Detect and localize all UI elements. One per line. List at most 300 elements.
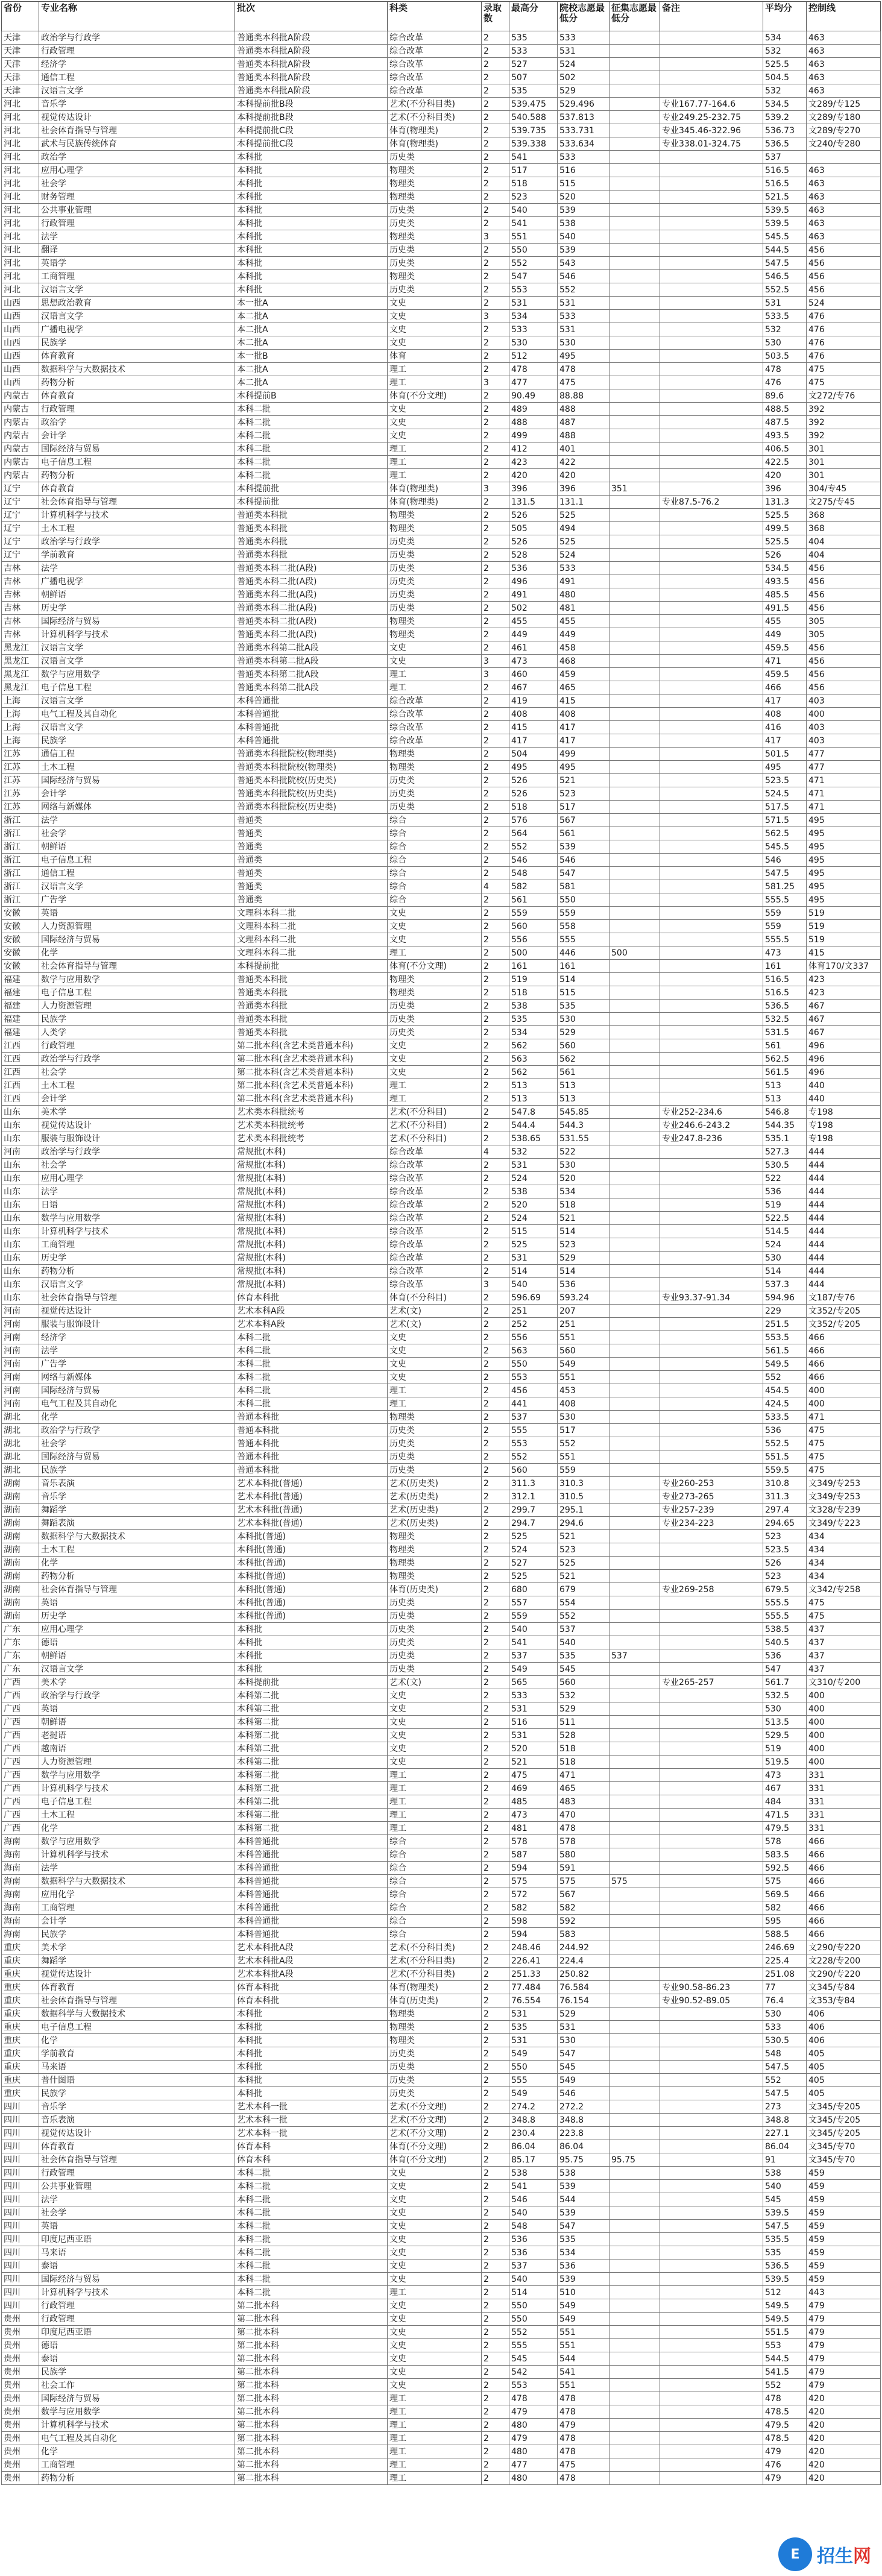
cell-min-score: 562 — [558, 1053, 610, 1066]
cell-min-score: 551 — [558, 2326, 610, 2339]
cell-control-line: 400 — [807, 1729, 881, 1742]
cell-remark — [660, 2193, 763, 2206]
cell-collect-min-score — [610, 1663, 660, 1676]
cell-major: 人力资源管理 — [39, 1000, 235, 1013]
cell-average: 416 — [763, 721, 807, 734]
cell-admitted-count: 2 — [482, 1053, 509, 1066]
cell-control-line: 420 — [807, 2445, 881, 2458]
cell-min-score: 272.2 — [558, 2100, 610, 2114]
cell-admitted-count: 3 — [482, 310, 509, 323]
cell-category: 历史类 — [388, 2061, 482, 2074]
cell-admitted-count: 2 — [482, 2153, 509, 2167]
cell-admitted-count: 4 — [482, 880, 509, 893]
cell-remark — [660, 2260, 763, 2273]
cell-batch: 普通本科批 — [235, 1411, 388, 1424]
cell-min-score: 417 — [558, 721, 610, 734]
cell-batch: 本科普通批 — [235, 708, 388, 721]
cell-max-score: 594 — [509, 1862, 558, 1875]
cell-admitted-count: 2 — [482, 1583, 509, 1596]
cell-major: 越南语 — [39, 1742, 235, 1756]
cell-average: 493.5 — [763, 575, 807, 588]
cell-min-score: 481 — [558, 602, 610, 615]
cell-batch: 本科批 — [235, 164, 388, 177]
header-row — [2, 2, 881, 31]
cell-control-line: 459 — [807, 2193, 881, 2206]
cell-province: 山东 — [2, 1278, 39, 1291]
cell-max-score: 488 — [509, 416, 558, 429]
cell-major: 音乐学 — [39, 1490, 235, 1504]
cell-control-line: 477 — [807, 761, 881, 774]
cell-batch: 常规批(本科) — [235, 1212, 388, 1225]
cell-remark — [660, 721, 763, 734]
cell-category: 历史类 — [388, 283, 482, 297]
table-row — [2, 1026, 881, 1039]
cell-max-score: 504 — [509, 748, 558, 761]
cell-min-score: 533.731 — [558, 124, 610, 137]
header-max-score: 最高分 — [509, 2, 558, 31]
cell-min-score: 561 — [558, 1066, 610, 1079]
table-row — [2, 602, 881, 615]
cell-min-score: 591 — [558, 1862, 610, 1875]
table-row — [2, 469, 881, 482]
cell-major: 法学 — [39, 814, 235, 827]
cell-major: 国际经济与贸易 — [39, 2273, 235, 2286]
cell-category: 艺术(历史类) — [388, 1517, 482, 1530]
cell-min-score: 533 — [558, 31, 610, 45]
cell-average: 538 — [763, 2167, 807, 2180]
cell-admitted-count: 2 — [482, 1530, 509, 1543]
cell-remark — [660, 429, 763, 442]
cell-province: 河南 — [2, 1358, 39, 1371]
cell-major: 日语 — [39, 1198, 235, 1212]
cell-category: 艺术(历史类) — [388, 1490, 482, 1504]
cell-province: 广东 — [2, 1663, 39, 1676]
cell-collect-min-score — [610, 1265, 660, 1278]
cell-admitted-count: 2 — [482, 575, 509, 588]
cell-average: 525.5 — [763, 58, 807, 71]
cell-admitted-count: 2 — [482, 1106, 509, 1119]
cell-category: 物理类 — [388, 270, 482, 283]
cell-max-score: 549 — [509, 1663, 558, 1676]
cell-max-score: 549 — [509, 2047, 558, 2061]
cell-major: 电子信息工程 — [39, 681, 235, 694]
cell-major: 化学 — [39, 946, 235, 960]
cell-min-score: 540 — [558, 1636, 610, 1649]
table-body — [2, 31, 881, 2485]
cell-major: 汉语言文学 — [39, 694, 235, 708]
cell-collect-min-score — [610, 1384, 660, 1397]
cell-batch: 艺术本科一批 — [235, 2114, 388, 2127]
cell-category: 综合改革 — [388, 1278, 482, 1291]
cell-remark — [660, 2167, 763, 2180]
table-row — [2, 2074, 881, 2087]
table-row — [2, 1517, 881, 1530]
cell-batch: 本科第二批 — [235, 1702, 388, 1716]
cell-average: 493.5 — [763, 429, 807, 442]
cell-min-score: 544 — [558, 2352, 610, 2366]
cell-category: 综合 — [388, 1835, 482, 1848]
cell-average: 537 — [763, 151, 807, 164]
cell-category: 理工 — [388, 668, 482, 681]
table-row — [2, 628, 881, 641]
cell-category: 文史 — [388, 2246, 482, 2260]
cell-collect-min-score — [610, 2472, 660, 2485]
cell-collect-min-score — [610, 827, 660, 840]
cell-category: 综合 — [388, 1901, 482, 1915]
cell-control-line: 466 — [807, 1928, 881, 1941]
cell-min-score: 420 — [558, 469, 610, 482]
cell-collect-min-score — [610, 1437, 660, 1450]
cell-province: 吉林 — [2, 628, 39, 641]
cell-average: 536.5 — [763, 2260, 807, 2273]
cell-max-score: 563 — [509, 1053, 558, 1066]
cell-collect-min-score — [610, 1835, 660, 1848]
header-control-line: 控制线 — [807, 2, 881, 31]
cell-control-line: 456 — [807, 588, 881, 602]
table-row — [2, 960, 881, 973]
cell-max-score: 514 — [509, 2286, 558, 2299]
cell-min-score: 525 — [558, 535, 610, 549]
cell-control-line: 文272/专76 — [807, 389, 881, 403]
cell-control-line: 466 — [807, 1331, 881, 1344]
cell-min-score: 539 — [558, 2206, 610, 2220]
cell-batch: 本科二批 — [235, 2167, 388, 2180]
cell-province: 河南 — [2, 1318, 39, 1331]
cell-admitted-count: 2 — [482, 1371, 509, 1384]
cell-admitted-count: 2 — [482, 2326, 509, 2339]
cell-remark — [660, 986, 763, 1000]
cell-control-line: 463 — [807, 230, 881, 244]
cell-province: 安徽 — [2, 946, 39, 960]
cell-control-line: 466 — [807, 1835, 881, 1848]
cell-average: 420 — [763, 469, 807, 482]
cell-province: 山东 — [2, 1132, 39, 1145]
table-row — [2, 1941, 881, 1954]
cell-category: 综合改革 — [388, 694, 482, 708]
cell-category: 历史类 — [388, 2047, 482, 2061]
cell-average: 519.5 — [763, 1756, 807, 1769]
table-row — [2, 1331, 881, 1344]
cell-batch: 本科第二批 — [235, 1742, 388, 1756]
cell-control-line: 368 — [807, 522, 881, 535]
cell-collect-min-score — [610, 1026, 660, 1039]
cell-collect-min-score — [610, 230, 660, 244]
cell-admitted-count: 2 — [482, 509, 509, 522]
cell-average: 519 — [763, 1742, 807, 1756]
cell-remark — [660, 482, 763, 496]
cell-category: 理工 — [388, 2445, 482, 2458]
cell-average: 569.5 — [763, 1888, 807, 1901]
cell-remark — [660, 1888, 763, 1901]
table-row — [2, 2392, 881, 2405]
cell-control-line: 437 — [807, 1649, 881, 1663]
cell-batch: 本科二批 — [235, 469, 388, 482]
table-row — [2, 801, 881, 814]
cell-remark — [660, 1809, 763, 1822]
cell-remark — [660, 1344, 763, 1358]
cell-remark: 专业93.37-91.34 — [660, 1291, 763, 1305]
cell-category: 理工 — [388, 363, 482, 376]
cell-collect-min-score — [610, 2313, 660, 2326]
cell-max-score: 420 — [509, 469, 558, 482]
cell-average: 539.5 — [763, 204, 807, 217]
cell-province: 广西 — [2, 1716, 39, 1729]
cell-major: 音乐表演 — [39, 1477, 235, 1490]
cell-batch: 体育本科批 — [235, 1981, 388, 1994]
cell-batch: 常规批(本科) — [235, 1225, 388, 1238]
table-row — [2, 270, 881, 283]
cell-control-line: 479 — [807, 2326, 881, 2339]
cell-max-score: 535 — [509, 31, 558, 45]
cell-batch: 本科批 — [235, 270, 388, 283]
cell-major: 泰语 — [39, 2260, 235, 2273]
cell-control-line: 466 — [807, 1901, 881, 1915]
cell-remark — [660, 774, 763, 787]
cell-average: 76.4 — [763, 1994, 807, 2008]
cell-batch: 本科普通批 — [235, 1915, 388, 1928]
cell-batch: 本科二批 — [235, 2260, 388, 2273]
cell-province: 上海 — [2, 721, 39, 734]
cell-province: 四川 — [2, 2246, 39, 2260]
cell-category: 文史 — [388, 2379, 482, 2392]
cell-province: 内蒙古 — [2, 416, 39, 429]
cell-collect-min-score — [610, 2021, 660, 2034]
cell-remark — [660, 628, 763, 641]
cell-category: 体育(不分文理) — [388, 960, 482, 973]
cell-average: 91 — [763, 2153, 807, 2167]
cell-major: 计算机科学与技术 — [39, 2419, 235, 2432]
cell-batch: 普通类本科批 — [235, 535, 388, 549]
cell-remark — [660, 1238, 763, 1252]
cell-max-score: 518 — [509, 801, 558, 814]
cell-province: 浙江 — [2, 893, 39, 907]
cell-min-score: 465 — [558, 1782, 610, 1795]
cell-collect-min-score — [610, 575, 660, 588]
cell-average: 552 — [763, 2379, 807, 2392]
table-row — [2, 549, 881, 562]
cell-collect-min-score: 575 — [610, 1875, 660, 1888]
cell-average: 406.5 — [763, 442, 807, 456]
table-row — [2, 840, 881, 854]
cell-category: 理工 — [388, 2405, 482, 2419]
cell-average: 294.65 — [763, 1517, 807, 1530]
cell-max-score: 556 — [509, 1331, 558, 1344]
cell-remark — [660, 2021, 763, 2034]
cell-major: 政治学与行政学 — [39, 535, 235, 549]
cell-category: 艺术(不分科目类) — [388, 1941, 482, 1954]
cell-province: 海南 — [2, 1928, 39, 1941]
cell-admitted-count: 2 — [482, 2100, 509, 2114]
cell-collect-min-score — [610, 814, 660, 827]
cell-batch: 普通类本科二批(A段) — [235, 575, 388, 588]
cell-min-score: 446 — [558, 946, 610, 960]
cell-category: 艺术(不分科目) — [388, 1119, 482, 1132]
cell-major: 应用心理学 — [39, 1172, 235, 1185]
cell-collect-min-score — [610, 2273, 660, 2286]
table-row — [2, 1676, 881, 1689]
cell-batch: 本科二批 — [235, 2193, 388, 2206]
cell-admitted-count: 2 — [482, 1384, 509, 1397]
cell-max-score: 479 — [509, 2432, 558, 2445]
cell-min-score: 207 — [558, 1305, 610, 1318]
cell-average: 536 — [763, 1649, 807, 1663]
cell-major: 应用心理学 — [39, 164, 235, 177]
cell-category: 文史 — [388, 1729, 482, 1742]
header-collect-min-score: 征集志愿最低分 — [610, 2, 660, 31]
cell-batch: 本科第二批 — [235, 1769, 388, 1782]
cell-batch: 第二批本科 — [235, 2405, 388, 2419]
cell-batch: 普通类本科批A阶段 — [235, 71, 388, 84]
cell-remark — [660, 2313, 763, 2326]
cell-province: 内蒙古 — [2, 403, 39, 416]
cell-average: 679.5 — [763, 1583, 807, 1596]
cell-province: 内蒙古 — [2, 389, 39, 403]
table-row — [2, 509, 881, 522]
table-row — [2, 482, 881, 496]
cell-remark — [660, 1649, 763, 1663]
cell-average: 512 — [763, 2286, 807, 2299]
cell-province: 河南 — [2, 1397, 39, 1411]
cell-average: 536.5 — [763, 137, 807, 151]
cell-category: 综合改革 — [388, 31, 482, 45]
cell-admitted-count: 2 — [482, 1437, 509, 1450]
cell-admitted-count: 2 — [482, 1888, 509, 1901]
cell-province: 山东 — [2, 1159, 39, 1172]
cell-batch: 第二批本科 — [235, 2445, 388, 2458]
cell-batch: 本科二批 — [235, 1384, 388, 1397]
cell-control-line: 体育170/文337 — [807, 960, 881, 973]
cell-province: 河北 — [2, 217, 39, 230]
cell-category: 历史类 — [388, 1623, 482, 1636]
cell-major: 民族学 — [39, 1928, 235, 1941]
cell-control-line: 405 — [807, 2087, 881, 2100]
cell-batch: 本科二批 — [235, 2246, 388, 2260]
cell-province: 黑龙江 — [2, 655, 39, 668]
table-row — [2, 1557, 881, 1570]
cell-average: 531 — [763, 297, 807, 310]
cell-collect-min-score — [610, 907, 660, 920]
cell-average: 479.5 — [763, 1822, 807, 1835]
cell-collect-min-score: 95.75 — [610, 2153, 660, 2167]
cell-admitted-count: 2 — [482, 164, 509, 177]
cell-average: 535.1 — [763, 1132, 807, 1145]
cell-remark — [660, 58, 763, 71]
cell-batch: 本科第二批 — [235, 1809, 388, 1822]
cell-control-line: 519 — [807, 920, 881, 933]
cell-category: 物理类 — [388, 164, 482, 177]
cell-remark — [660, 2180, 763, 2193]
cell-control-line: 459 — [807, 2220, 881, 2233]
cell-province: 辽宁 — [2, 509, 39, 522]
cell-province: 安徽 — [2, 920, 39, 933]
cell-average: 516.5 — [763, 177, 807, 191]
cell-max-score: 555 — [509, 2339, 558, 2352]
cell-category: 理工 — [388, 2472, 482, 2485]
cell-province: 江苏 — [2, 761, 39, 774]
cell-major: 学前教育 — [39, 2047, 235, 2061]
cell-control-line: 466 — [807, 1862, 881, 1875]
cell-collect-min-score — [610, 562, 660, 575]
cell-collect-min-score — [610, 2392, 660, 2405]
cell-collect-min-score — [610, 628, 660, 641]
cell-average: 523 — [763, 1570, 807, 1583]
cell-major: 历史学 — [39, 1252, 235, 1265]
cell-province: 四川 — [2, 2273, 39, 2286]
cell-major: 社会体育指导与管理 — [39, 2153, 235, 2167]
cell-admitted-count: 2 — [482, 1994, 509, 2008]
table-row — [2, 2153, 881, 2167]
cell-remark — [660, 1729, 763, 1742]
cell-major: 音乐学 — [39, 2100, 235, 2114]
cell-province: 重庆 — [2, 1954, 39, 1968]
cell-batch: 本科批(普通) — [235, 1557, 388, 1570]
cell-major: 广播电视学 — [39, 575, 235, 588]
cell-control-line: 456 — [807, 283, 881, 297]
cell-remark — [660, 2100, 763, 2114]
table-row — [2, 164, 881, 177]
cell-min-score: 478 — [558, 1822, 610, 1835]
cell-province: 山东 — [2, 1252, 39, 1265]
cell-remark — [660, 1424, 763, 1437]
cell-major: 汉语言文学 — [39, 1663, 235, 1676]
cell-average: 532.5 — [763, 1689, 807, 1702]
cell-max-score: 412 — [509, 442, 558, 456]
cell-remark: 专业246.6-243.2 — [660, 1119, 763, 1132]
cell-major: 通信工程 — [39, 867, 235, 880]
cell-average: 536 — [763, 1424, 807, 1437]
cell-max-score: 555 — [509, 1424, 558, 1437]
cell-control-line: 文275/专45 — [807, 496, 881, 509]
cell-admitted-count: 2 — [482, 801, 509, 814]
cell-major: 社会体育指导与管理 — [39, 124, 235, 137]
cell-collect-min-score — [610, 111, 660, 124]
cell-admitted-count: 2 — [482, 933, 509, 946]
cell-average: 555.5 — [763, 933, 807, 946]
cell-remark — [660, 2061, 763, 2074]
cell-admitted-count: 3 — [482, 1278, 509, 1291]
cell-control-line: 456 — [807, 602, 881, 615]
cell-category: 物理类 — [388, 2008, 482, 2021]
cell-province: 江西 — [2, 1079, 39, 1092]
cell-min-score: 459 — [558, 668, 610, 681]
cell-average: 588.5 — [763, 1928, 807, 1941]
table-row — [2, 1119, 881, 1132]
cell-category: 理工 — [388, 456, 482, 469]
cell-admitted-count: 2 — [482, 2061, 509, 2074]
cell-min-score: 547 — [558, 2220, 610, 2233]
table-row — [2, 1822, 881, 1835]
cell-category: 物理类 — [388, 1570, 482, 1583]
cell-remark: 专业252-234.6 — [660, 1106, 763, 1119]
cell-major: 汉语言文学 — [39, 880, 235, 893]
cell-batch: 第二批本科 — [235, 2419, 388, 2432]
cell-province: 海南 — [2, 1915, 39, 1928]
table-row — [2, 2127, 881, 2140]
cell-max-score: 516 — [509, 1716, 558, 1729]
cell-control-line: 文310/专200 — [807, 1676, 881, 1689]
cell-remark — [660, 893, 763, 907]
cell-admitted-count: 2 — [482, 522, 509, 535]
cell-min-score: 531 — [558, 45, 610, 58]
table-row — [2, 2445, 881, 2458]
cell-remark — [660, 2233, 763, 2246]
cell-category: 综合改革 — [388, 1159, 482, 1172]
table-row — [2, 2140, 881, 2153]
cell-control-line: 496 — [807, 1066, 881, 1079]
cell-major: 老挝语 — [39, 1729, 235, 1742]
table-row — [2, 827, 881, 840]
cell-min-score: 244.92 — [558, 1941, 610, 1954]
